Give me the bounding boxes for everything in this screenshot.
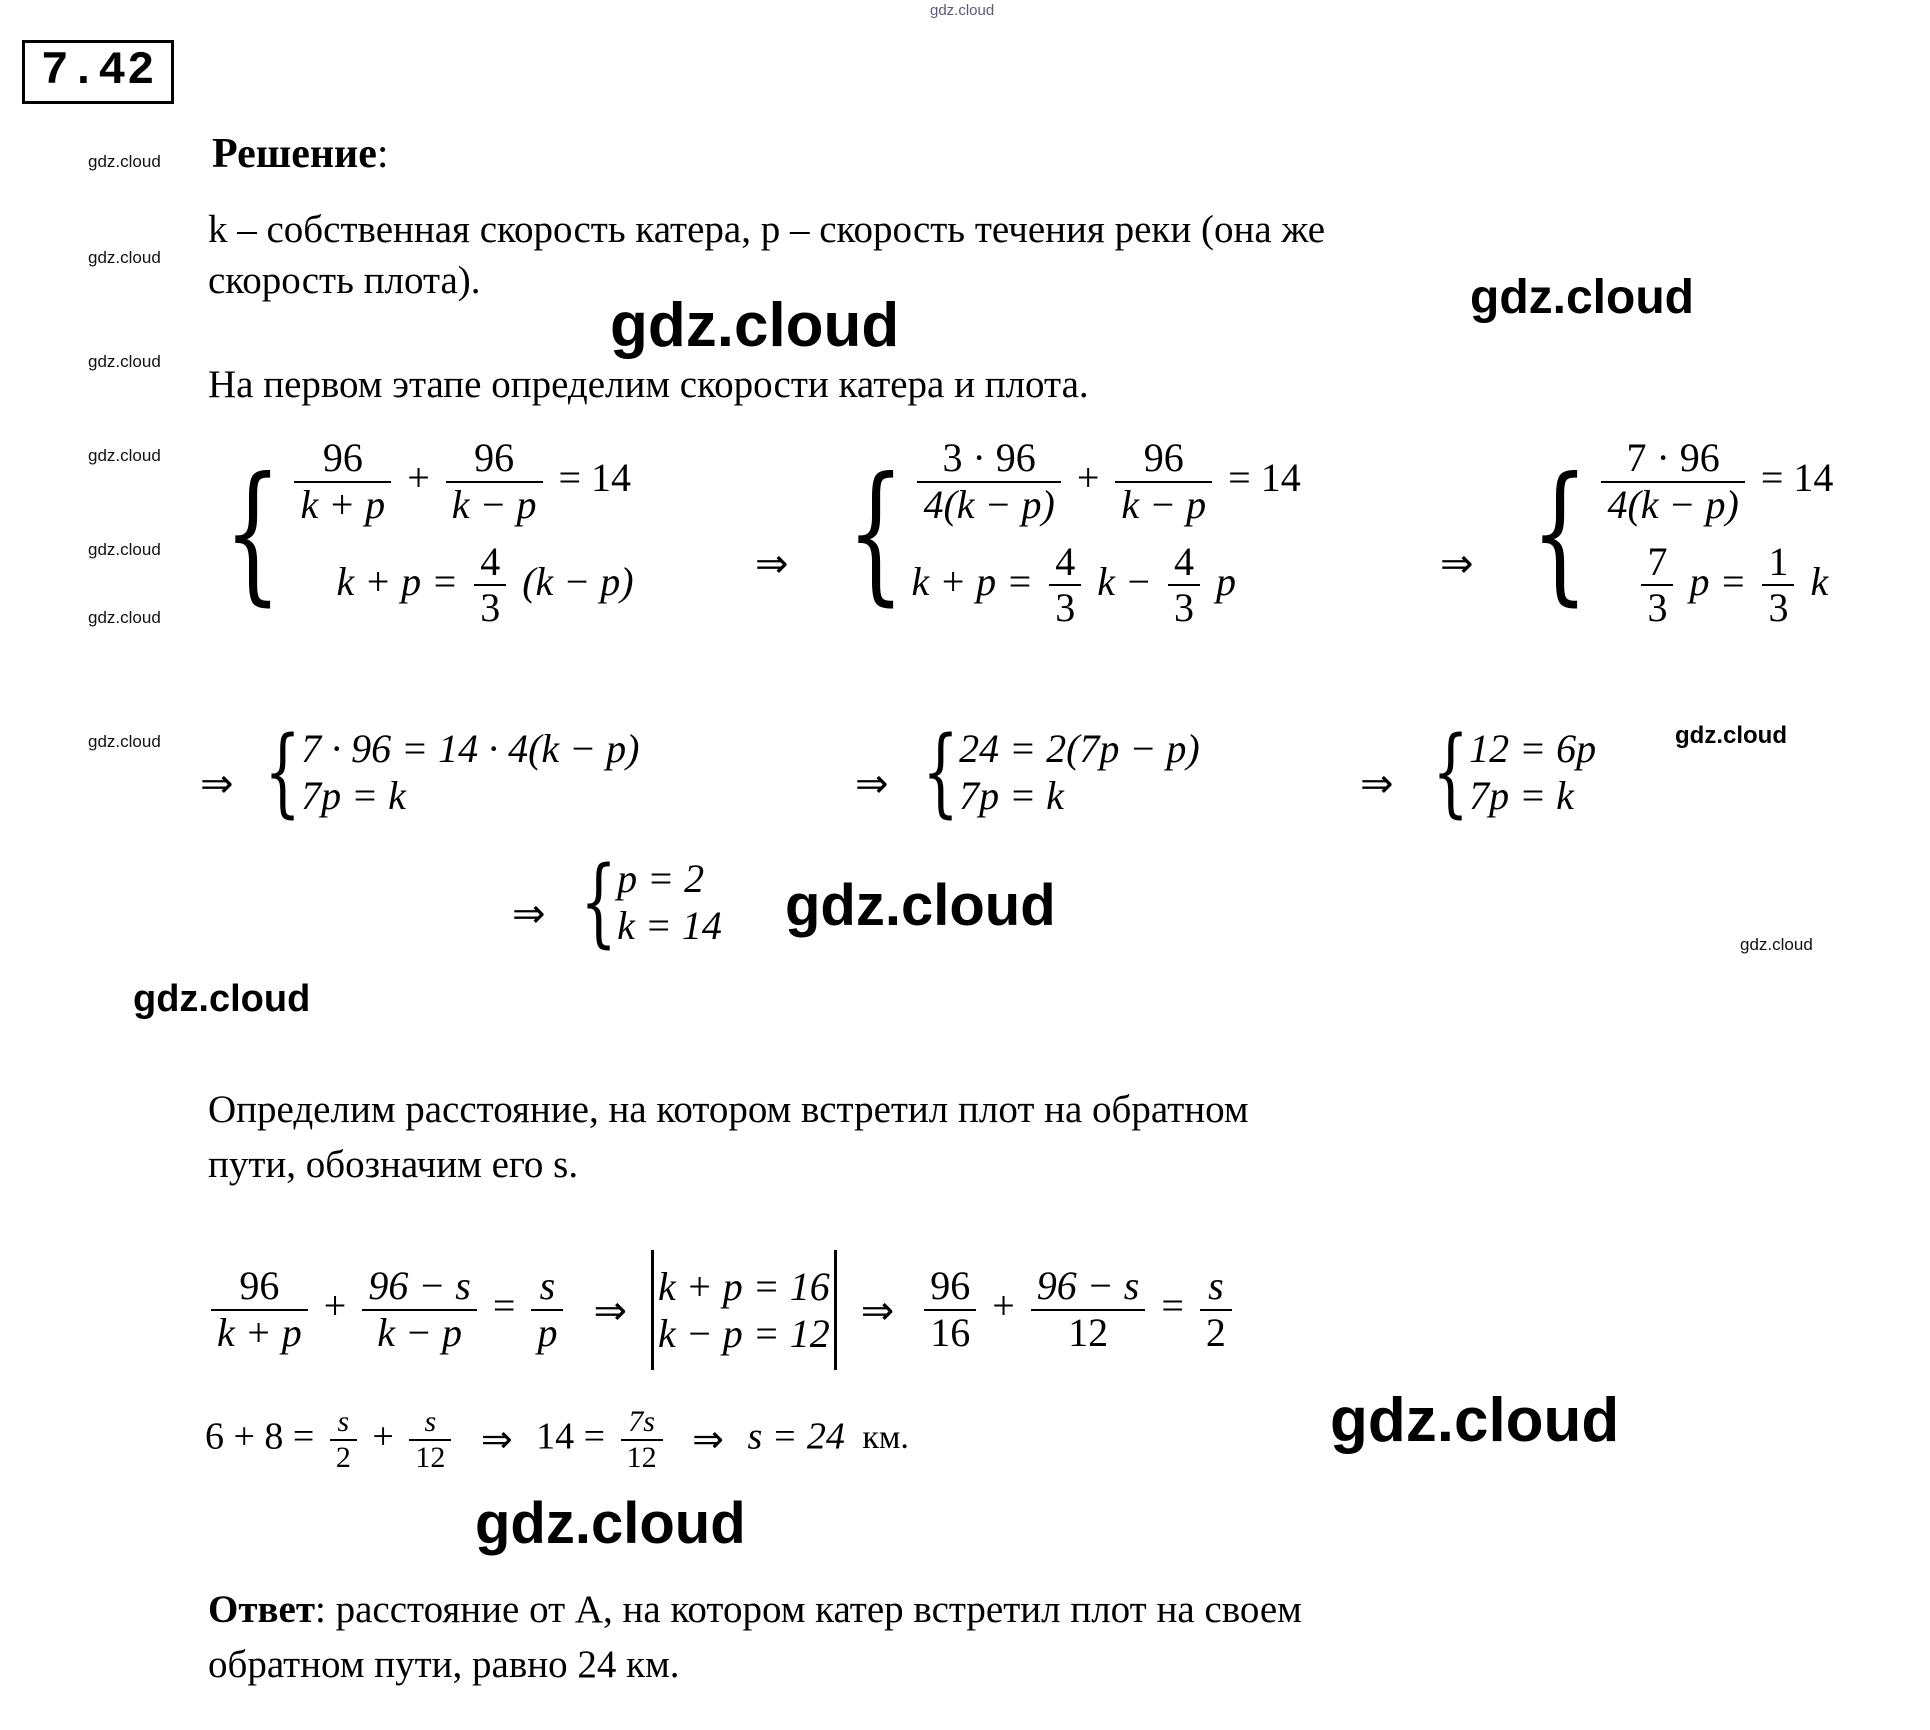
implies-8: ⇒	[860, 1287, 895, 1333]
mid: p =	[1689, 558, 1747, 604]
watermark: gdz.cloud	[88, 352, 161, 371]
system-2	[828, 430, 1301, 637]
frac-den: 3	[1762, 584, 1794, 631]
rhs: (k − p)	[522, 558, 634, 604]
mid: k −	[1097, 558, 1152, 604]
implies-7: ⇒	[593, 1287, 627, 1333]
system-4-row-1: 7 · 96 = 14 · 4(k − p)	[301, 726, 640, 771]
lhs: 6 + 8 =	[205, 1415, 315, 1458]
frac-den: 12	[621, 1439, 663, 1475]
watermark: gdz.cloud	[88, 608, 161, 627]
final-equation	[205, 1405, 909, 1474]
frac-den: k − p	[446, 481, 543, 528]
rhs: s = 24	[747, 1415, 845, 1458]
answer-line-2: обратном пути, равно 24 км.	[208, 1643, 680, 1686]
definitions-line-2: скорость плота).	[208, 259, 481, 302]
watermark: gdz.cloud	[133, 978, 311, 1020]
brace-icon: {	[264, 715, 301, 828]
frac-num: 96 − s	[1036, 1263, 1140, 1309]
frac-num: 96	[474, 435, 515, 480]
distance-line-2: пути, обозначим его s.	[208, 1143, 579, 1186]
watermark: gdz.cloud	[475, 1491, 746, 1556]
unit-label: км.	[862, 1419, 909, 1457]
frac-den: 3	[474, 584, 506, 631]
mid: 14 =	[536, 1415, 606, 1458]
solution-label: Решение	[212, 131, 377, 177]
brace-icon: {	[1432, 715, 1469, 828]
watermark: gdz.cloud	[88, 732, 161, 751]
plus-sign: +	[323, 1283, 347, 1329]
frac-num: s	[424, 1405, 437, 1438]
frac-den: 12	[1031, 1309, 1146, 1356]
frac-den: p	[531, 1309, 563, 1356]
frac-num: 96	[930, 1263, 971, 1309]
equals-sign: =	[492, 1283, 516, 1329]
frac-num: 4	[480, 538, 501, 584]
watermark: gdz.cloud	[1470, 271, 1694, 324]
system-3	[1512, 430, 1833, 637]
vertical-bar-icon	[834, 1250, 837, 1370]
plus-sign: +	[1076, 454, 1100, 500]
answer-colon: :	[315, 1588, 326, 1631]
system-1-row-1	[288, 430, 633, 534]
frac-den: 4(k − p)	[1601, 481, 1744, 528]
plus-sign: +	[372, 1415, 394, 1458]
system-4-row-2: 7p = k	[301, 773, 406, 818]
system-5-row-2: 7p = k	[959, 773, 1064, 818]
equals-value: = 14	[1228, 454, 1301, 500]
system-7	[568, 845, 722, 958]
frac-num: 96 − s	[368, 1263, 471, 1309]
watermark: gdz.cloud	[88, 446, 161, 465]
rhs: k	[1810, 558, 1829, 604]
answer-text-1: расстояние от А, на котором катер встретил плот на своем	[335, 1588, 1302, 1631]
implies-2: ⇒	[1440, 541, 1474, 586]
equals-sign: =	[1161, 1283, 1184, 1329]
system-2-row-2	[911, 534, 1300, 638]
system-1	[205, 430, 634, 637]
frac-den: 2	[1200, 1309, 1232, 1356]
task-number-box	[22, 40, 174, 104]
frac-den: k + p	[294, 481, 391, 528]
watermark: gdz.cloud	[1330, 1386, 1620, 1455]
distance-line-1: Определим расстояние, на котором встретил плот на обратном	[208, 1088, 1249, 1131]
watermark: gdz.cloud	[1740, 935, 1813, 954]
watermark: gdz.cloud	[930, 2, 995, 19]
system-6-row-2: 7p = k	[1469, 773, 1574, 818]
frac-den: 2	[330, 1439, 357, 1475]
brace-icon: {	[922, 715, 959, 828]
system-7-row-1: p = 2	[617, 856, 705, 901]
frac-den: 3	[1049, 584, 1081, 631]
system-5	[910, 715, 1200, 828]
frac-num: 4	[1173, 538, 1194, 584]
frac-den: k − p	[362, 1309, 477, 1356]
bracketed-system	[651, 1250, 837, 1370]
implies-1: ⇒	[755, 541, 789, 586]
system-2-row-1	[911, 430, 1300, 534]
frac-num: s	[1208, 1263, 1224, 1309]
implies-3: ⇒	[200, 761, 234, 806]
frac-num: 7	[1647, 538, 1668, 584]
frac-den: 3	[1168, 584, 1200, 631]
plus-sign: +	[992, 1283, 1015, 1329]
frac-num: 3 · 96	[942, 435, 1036, 480]
frac-den: 16	[924, 1309, 976, 1356]
stage-one-text: На первом этапе определим скорости катера и плота.	[208, 363, 1089, 406]
frac-num: 96	[239, 1263, 280, 1309]
watermark: gdz.cloud	[88, 540, 161, 559]
frac-num: 7 · 96	[1626, 435, 1720, 480]
system-6	[1420, 715, 1597, 828]
equals-value: = 14	[1760, 454, 1834, 500]
frac-den: 3	[1641, 584, 1673, 631]
frac-num: 7s	[628, 1405, 655, 1438]
lhs: k + p =	[911, 558, 1034, 604]
frac-num: 4	[1055, 538, 1076, 584]
brace-icon: {	[847, 446, 905, 621]
solution-heading	[212, 128, 389, 182]
system-7-row-2: k = 14	[617, 903, 722, 948]
bracket-row-1: k + p = 16	[657, 1264, 830, 1309]
system-6-row-1: 12 = 6p	[1469, 726, 1597, 771]
plus-sign: +	[407, 454, 430, 500]
watermark: gdz.cloud	[88, 152, 161, 171]
watermark: gdz.cloud	[610, 291, 900, 360]
bracket-row-2: k − p = 12	[657, 1311, 830, 1356]
answer-line-1	[208, 1585, 1302, 1635]
implies-5: ⇒	[1360, 761, 1394, 806]
brace-icon: {	[580, 845, 617, 958]
system-1-row-2	[288, 534, 633, 638]
frac-den: k − p	[1115, 481, 1212, 528]
definitions-line-1: k – собственная скорость катера, p – скорость течения реки (она же	[208, 208, 1326, 251]
implies-10: ⇒	[692, 1419, 724, 1462]
watermark: gdz.cloud	[785, 873, 1056, 938]
task-number: 7.42	[41, 45, 156, 97]
watermark: gdz.cloud	[88, 248, 161, 267]
equals-value: = 14	[558, 454, 632, 500]
frac-den: 12	[409, 1439, 451, 1475]
system-5-row-1: 24 = 2(7p − p)	[959, 726, 1200, 771]
frac-den: 4(k − p)	[917, 481, 1060, 528]
rhs: p	[1215, 558, 1236, 604]
system-3-row-2	[1595, 534, 1833, 638]
distance-equation	[205, 1250, 1238, 1370]
watermark: gdz.cloud	[1675, 722, 1787, 749]
solution-colon: :	[376, 131, 389, 177]
implies-9: ⇒	[480, 1419, 513, 1462]
frac-num: 96	[1143, 435, 1184, 480]
system-4	[252, 715, 640, 828]
implies-6: ⇒	[512, 891, 546, 936]
frac-den: k + p	[211, 1309, 308, 1356]
answer-label: Ответ	[208, 1588, 316, 1631]
frac-num: s	[337, 1405, 350, 1438]
brace-icon: {	[1531, 446, 1589, 621]
brace-icon: {	[224, 446, 282, 621]
lhs: k + p =	[336, 558, 459, 604]
frac-num: s	[539, 1263, 556, 1309]
system-3-row-1	[1595, 430, 1833, 534]
frac-num: 96	[322, 435, 363, 480]
frac-num: 1	[1768, 538, 1789, 584]
implies-4: ⇒	[855, 761, 889, 806]
